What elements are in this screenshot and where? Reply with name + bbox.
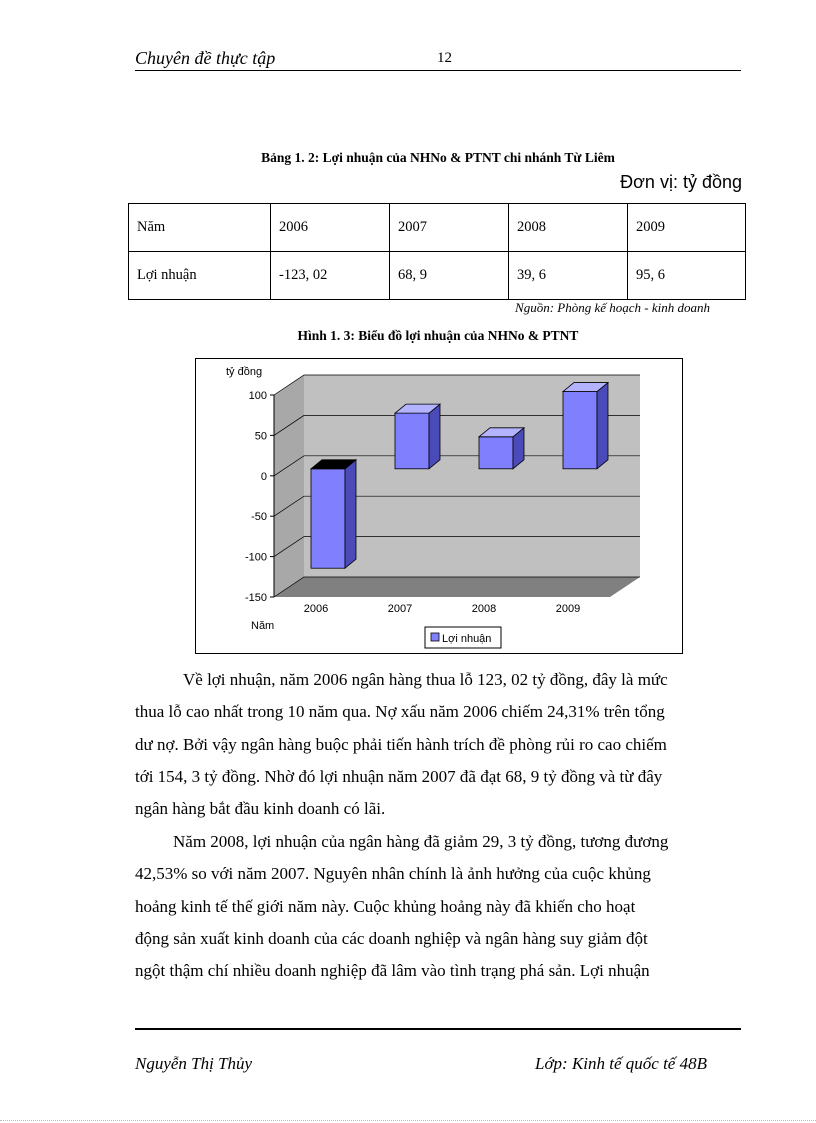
running-header-title: Chuyên đề thực tập	[135, 48, 276, 68]
table-cell: 2008	[509, 204, 628, 252]
chart-legend	[425, 627, 501, 648]
text-line: Năm 2008, lợi nhuận của ngân hàng đã giảm 29, 3 tỷ đồng, tương đương	[173, 832, 669, 851]
x-tick-label: 2006	[303, 603, 329, 615]
table-title: Bảng 1. 2: Lợi nhuận của NHNo & PTNT chi nhánh Từ Liêm	[261, 150, 615, 165]
paragraph-1	[135, 664, 741, 825]
bar-side	[597, 383, 608, 469]
text-line: dư nợ. Bởi vậy ngân hàng buộc phải tiến hành trích đề phòng rủi ro cao chiếm	[135, 734, 667, 754]
x-tick-label: 2008	[471, 603, 497, 615]
y-tick-label: -150	[244, 592, 267, 604]
bar	[563, 392, 597, 469]
table-header-row	[129, 204, 746, 252]
table-cell: -123, 02	[271, 252, 390, 300]
text-line: tới 154, 3 tỷ đồng. Nhờ đó lợi nhuận năm 2007 đã đạt 68, 9 tỷ đồng và từ đây	[135, 766, 663, 786]
footer-class: Lớp: Kinh tế quốc tế 48B	[535, 1054, 707, 1073]
chart-side-wall	[274, 375, 304, 597]
table-cell: 2007	[390, 204, 509, 252]
page-number: 12	[437, 50, 452, 66]
table-unit: Đơn vị: tỷ đồng	[620, 172, 742, 192]
chart-frame	[195, 358, 683, 654]
figure-title: Hình 1. 3: Biểu đồ lợi nhuận của NHNo & PTNT	[297, 328, 579, 343]
bar	[311, 469, 345, 568]
y-axis-ticks	[245, 390, 274, 604]
header-rule	[135, 70, 741, 71]
legend-label: Lợi nhuận	[442, 633, 492, 645]
text-line: ngột thậm chí nhiều doanh nghiệp đã lâm vào tình trạng phá sản. Lợi nhuận	[135, 961, 650, 981]
text-line: hoảng kinh tế thế giới năm này. Cuộc khủng hoảng này đã khiến cho hoạt	[135, 896, 636, 916]
text-line: Về lợi nhuận, năm 2006 ngân hàng thua lỗ 123, 02 tỷ đồng, đây là mức	[183, 670, 668, 689]
table-cell: Lợi nhuận	[129, 252, 271, 300]
y-tick-label: 100	[248, 390, 267, 402]
bar-side	[345, 460, 356, 568]
table-cell: 39, 6	[509, 252, 628, 300]
x-axis-label: Năm	[251, 620, 275, 632]
x-tick-label: 2009	[555, 603, 581, 615]
x-axis-ticks	[304, 603, 580, 615]
profit-table	[128, 203, 746, 300]
table-cell: Năm	[129, 204, 271, 252]
y-tick-label: 0	[260, 470, 267, 483]
table-cell: 68, 9	[390, 252, 509, 300]
text-line: động sản xuất kinh doanh của các doanh nghiệp và ngân hàng suy giảm đột	[135, 928, 648, 948]
chart-floor	[274, 577, 640, 597]
y-tick-label: -50	[251, 511, 267, 524]
text-line: 42,53% so với năm 2007. Nguyên nhân chính là ảnh hưởng của cuộc khủng	[135, 864, 651, 884]
table-source: Nguồn: Phòng kế hoạch - kinh doanh	[515, 300, 710, 315]
footer-rule	[135, 1028, 741, 1030]
y-tick-label: -100	[244, 551, 267, 564]
x-tick-label: 2007	[387, 603, 413, 615]
table-cell: 95, 6	[628, 252, 746, 300]
bar-side	[429, 404, 440, 469]
bar	[479, 437, 513, 469]
text-line: ngân hàng bắt đầu kinh doanh có lãi.	[135, 799, 386, 819]
y-axis-label: tỷ đồng	[226, 366, 263, 378]
y-tick-label: 50	[254, 430, 267, 443]
table-cell: 2006	[271, 204, 390, 252]
paragraph-2	[135, 826, 741, 987]
table-data-row	[129, 252, 746, 300]
footer-author: Nguyễn Thị Thủy	[135, 1054, 253, 1073]
profit-chart	[196, 359, 682, 653]
text-line: thua lỗ cao nhất trong 10 năm qua. Nợ xấu năm 2006 chiếm 24,31% trên tổng	[135, 702, 665, 722]
page-edge	[0, 1120, 816, 1121]
table-cell: 2009	[628, 204, 746, 252]
legend-swatch	[431, 633, 439, 641]
bar	[395, 413, 429, 469]
